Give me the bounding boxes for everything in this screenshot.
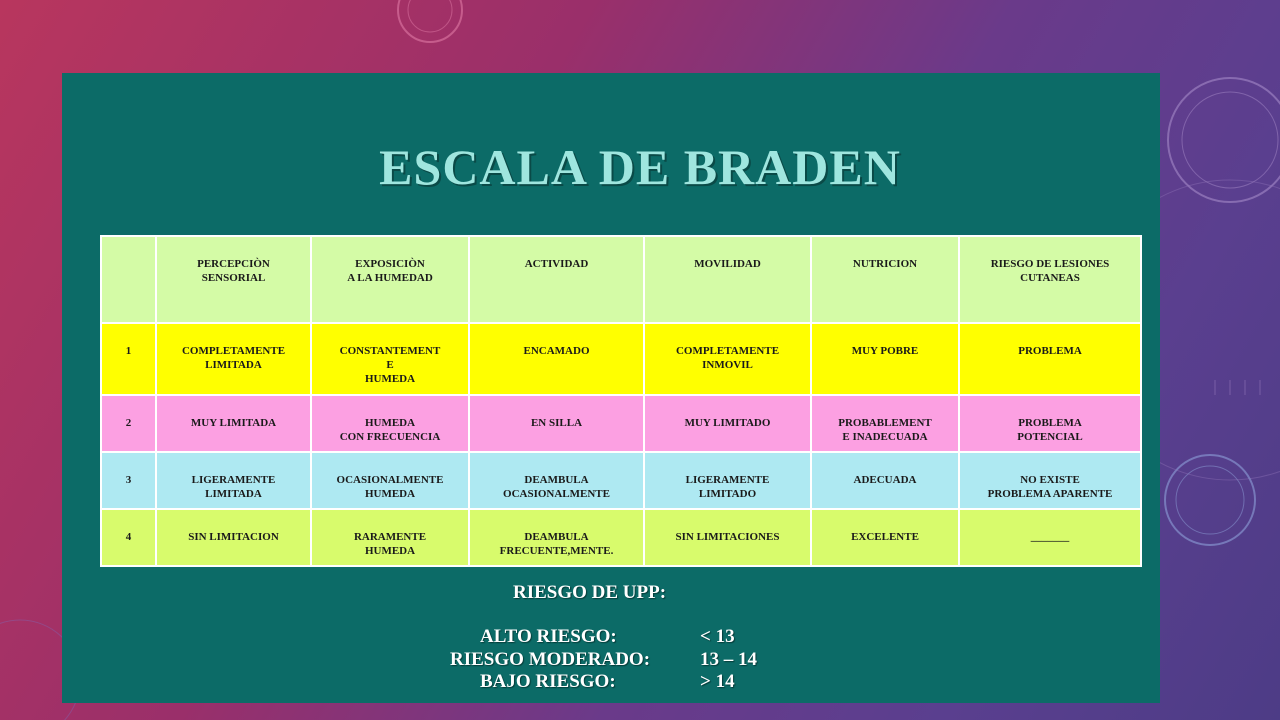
header-cell-actividad: ACTIVIDAD — [469, 236, 644, 323]
risk-level-label: RIESGO MODERADO: — [450, 649, 651, 670]
table-row — [101, 395, 1141, 452]
table-cell: EXCELENTE — [811, 509, 959, 566]
table-cell: OCASIONALMENTE HUMEDA — [311, 452, 469, 509]
header-cell-percepcion: PERCEPCIÒN SENSORIAL — [156, 236, 311, 323]
header-cell-nutricion: NUTRICION — [811, 236, 959, 323]
table-cell: 4 — [101, 509, 156, 566]
table-cell: 3 — [101, 452, 156, 509]
table-cell: RARAMENTE HUMEDA — [311, 509, 469, 566]
table-cell: ADECUADA — [811, 452, 959, 509]
table-cell: CONSTANTEMENT E HUMEDA — [311, 323, 469, 395]
table-cell: MUY LIMITADA — [156, 395, 311, 452]
table-cell: 1 — [101, 323, 156, 395]
table-cell: LIGERAMENTE LIMITADA — [156, 452, 311, 509]
table-cell: ENCAMADO — [469, 323, 644, 395]
table-cell: DEAMBULA FRECUENTE,MENTE. — [469, 509, 644, 566]
risk-level-value: > 14 — [700, 671, 735, 692]
table-row — [101, 452, 1141, 509]
table-cell: DEAMBULA OCASIONALMENTE — [469, 452, 644, 509]
risk-level-value: 13 – 14 — [700, 649, 757, 670]
table-cell: COMPLETAMENTE LIMITADA — [156, 323, 311, 395]
header-cell-exposicion: EXPOSICIÒN A LA HUMEDAD — [311, 236, 469, 323]
header-cell-riesgo: RIESGO DE LESIONES CUTANEAS — [959, 236, 1141, 323]
table-cell: NO EXISTE PROBLEMA APARENTE — [959, 452, 1141, 509]
table-row — [101, 323, 1141, 395]
table-header-row — [101, 236, 1141, 323]
table-cell: PROBLEMA POTENCIAL — [959, 395, 1141, 452]
table-cell: PROBABLEMENT E INADECUADA — [811, 395, 959, 452]
header-cell-movilidad: MOVILIDAD — [644, 236, 811, 323]
table-cell: PROBLEMA — [959, 323, 1141, 395]
risk-level-row — [450, 626, 1280, 648]
risk-level-row — [450, 649, 1280, 671]
risk-title: RIESGO DE UPP: — [513, 582, 667, 603]
table-cell: SIN LIMITACIONES — [644, 509, 811, 566]
table-cell: LIGERAMENTE LIMITADO — [644, 452, 811, 509]
table-cell: COMPLETAMENTE INMOVIL — [644, 323, 811, 395]
table-cell: MUY POBRE — [811, 323, 959, 395]
table-cell: MUY LIMITADO — [644, 395, 811, 452]
risk-level-label: ALTO RIESGO: — [480, 626, 617, 647]
header-cell-index — [101, 236, 156, 323]
page-title: ESCALA DE BRADEN — [379, 139, 901, 195]
table-cell: _______ — [959, 509, 1141, 566]
risk-level-value: < 13 — [700, 626, 735, 647]
risk-level-label: BAJO RIESGO: — [480, 671, 616, 692]
table-cell: 2 — [101, 395, 156, 452]
table-cell: HUMEDA CON FRECUENCIA — [311, 395, 469, 452]
table-cell: EN SILLA — [469, 395, 644, 452]
table-cell: SIN LIMITACION — [156, 509, 311, 566]
table-row — [101, 509, 1141, 566]
braden-scale-table — [100, 235, 1142, 567]
risk-level-row — [450, 671, 1280, 693]
